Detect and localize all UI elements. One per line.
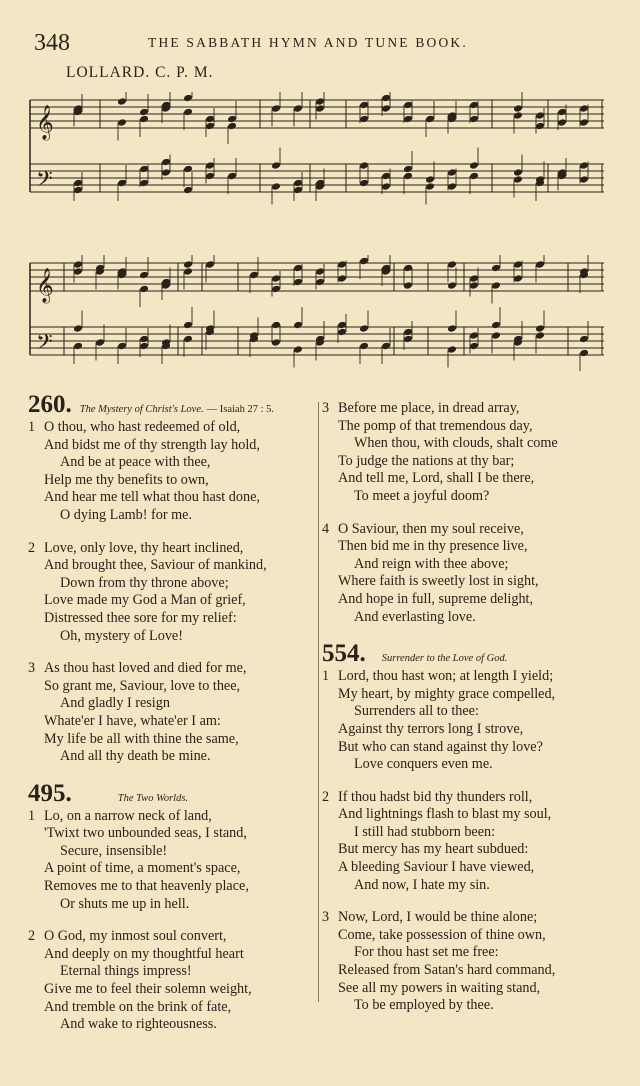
verse-number: 4 xyxy=(322,520,330,537)
verse-line xyxy=(28,808,318,826)
note-head xyxy=(469,161,479,170)
clef-icon: 𝄞 xyxy=(36,268,54,303)
note-head xyxy=(271,104,281,113)
note-head xyxy=(205,115,215,124)
hymn-number: 495. xyxy=(28,779,72,807)
clef-icon: 𝄢 xyxy=(36,330,53,360)
note-head xyxy=(139,165,149,174)
note-head xyxy=(271,285,281,294)
note-head xyxy=(161,158,171,167)
tune-name: LOLLARD. xyxy=(66,64,151,81)
note-head xyxy=(271,182,281,191)
note-head xyxy=(139,115,149,124)
hymn-number: 554. xyxy=(322,640,366,668)
note-head xyxy=(381,342,391,351)
verse-line xyxy=(28,660,318,678)
verse-line xyxy=(322,418,622,436)
verse-line xyxy=(28,713,318,731)
note-head xyxy=(337,260,347,269)
verse-line xyxy=(28,963,318,981)
note-head xyxy=(579,349,589,358)
note-head xyxy=(293,321,303,330)
verse-text: O dying Lamb! for me. xyxy=(60,506,192,523)
note-head xyxy=(183,186,193,195)
verse-text: Released from Satan's hard command, xyxy=(338,962,556,979)
note-head xyxy=(183,108,193,117)
verse-line xyxy=(28,731,318,749)
verse-text: Now, Lord, I would be thine alone; xyxy=(338,909,538,926)
music-system-2 xyxy=(28,255,608,373)
verse-text: So grant me, Saviour, love to thee, xyxy=(44,677,241,694)
note-head xyxy=(403,172,413,181)
verse-text: Help me thy benefits to own, xyxy=(44,471,209,488)
verse-text: To meet a joyful doom? xyxy=(354,487,490,504)
verse-text: When thou, with clouds, shalt come xyxy=(354,435,558,452)
note-head xyxy=(425,182,435,191)
verse-line xyxy=(322,980,622,998)
note-head xyxy=(579,175,589,184)
verse-text: Eternal things impress! xyxy=(60,963,192,980)
note-head xyxy=(359,179,369,188)
note-head xyxy=(513,260,523,269)
verse-number: 2 xyxy=(28,928,36,945)
note-head xyxy=(139,285,149,294)
note-head xyxy=(469,101,479,110)
verse-line xyxy=(322,944,622,962)
note-head xyxy=(359,342,369,351)
note-head xyxy=(205,172,215,181)
verse-line xyxy=(322,756,622,774)
note-head xyxy=(227,115,237,124)
verse-text: And deeply on my thoughtful heart xyxy=(44,945,244,962)
hymn-title: The Mystery of Christ's Love. xyxy=(79,404,204,415)
verse-line xyxy=(322,470,622,488)
note-head xyxy=(579,335,589,344)
verse xyxy=(28,660,318,766)
note-head xyxy=(183,267,193,276)
note-head xyxy=(183,94,193,103)
verse-line xyxy=(322,703,622,721)
verse-line xyxy=(28,610,318,628)
verse-line xyxy=(28,695,318,713)
note-head xyxy=(469,331,479,340)
note-head xyxy=(469,115,479,124)
note-head xyxy=(469,281,479,290)
verse-line xyxy=(28,946,318,964)
note-head xyxy=(359,101,369,110)
note-head xyxy=(359,115,369,124)
verse xyxy=(28,808,318,914)
hymn-260 xyxy=(28,392,318,766)
verse-text: And gladly I resign xyxy=(60,695,170,712)
note-head xyxy=(381,104,391,113)
clef-icon: 𝄞 xyxy=(36,105,54,140)
note-head xyxy=(73,260,83,269)
note-head xyxy=(447,281,457,290)
note-head xyxy=(293,278,303,287)
note-head xyxy=(403,335,413,344)
verse-line xyxy=(28,575,318,593)
note-head xyxy=(491,331,501,340)
tune-heading xyxy=(66,64,213,82)
verse-text: And wake to righteousness. xyxy=(60,1016,217,1033)
note-head xyxy=(491,281,501,290)
verse-line xyxy=(28,860,318,878)
verse-line xyxy=(28,748,318,766)
verse-text: Surrenders all to thee: xyxy=(354,703,479,720)
verse-line xyxy=(322,909,622,927)
note-head xyxy=(513,175,523,184)
verse-line xyxy=(322,859,622,877)
verse xyxy=(322,909,622,1015)
verse-text: Lo, on a narrow neck of land, xyxy=(44,807,212,824)
verse-line xyxy=(322,739,622,757)
note-head xyxy=(139,108,149,117)
running-head: THE SABBATH HYMN AND TUNE BOOK. xyxy=(148,35,468,50)
note-head xyxy=(271,161,281,170)
verse-number: 1 xyxy=(28,807,36,824)
verse-text: And everlasting love. xyxy=(354,608,476,625)
note-head xyxy=(227,122,237,131)
verse-text: Or shuts me up in hell. xyxy=(60,895,190,912)
note-head xyxy=(271,338,281,347)
verse xyxy=(28,419,318,525)
note-head xyxy=(315,97,325,106)
verse-text: For thou hast set me free: xyxy=(354,944,499,961)
note-head xyxy=(579,104,589,113)
verse-text: Distressed thee sore for my relief: xyxy=(44,609,237,626)
note-head xyxy=(271,274,281,283)
verse-text: If thou hadst bid thy thunders roll, xyxy=(338,788,533,805)
note-head xyxy=(535,324,545,333)
verse-number: 2 xyxy=(322,788,330,805)
note-head xyxy=(139,342,149,351)
note-head xyxy=(139,179,149,188)
note-head xyxy=(205,260,215,269)
verse-line xyxy=(322,453,622,471)
verse-text: Oh, mystery of Love! xyxy=(60,627,183,644)
verse-line xyxy=(322,668,622,686)
note-head xyxy=(359,161,369,170)
note-head xyxy=(293,264,303,273)
clef-icon: 𝄢 xyxy=(36,167,53,197)
verse-line xyxy=(322,538,622,556)
note-head xyxy=(293,179,303,188)
note-head xyxy=(337,328,347,337)
verse-text: Secure, insensible! xyxy=(60,842,168,859)
note-head xyxy=(139,335,149,344)
verse xyxy=(322,521,622,627)
verse-line xyxy=(322,841,622,859)
music-system-1 xyxy=(28,92,608,210)
note-head xyxy=(425,175,435,184)
verse-text: And now, I hate my sin. xyxy=(354,876,490,893)
note-head xyxy=(293,186,303,195)
right-column xyxy=(322,392,622,1030)
scripture-reference: — Isaiah 27 : 5. xyxy=(206,404,274,415)
music-staff xyxy=(28,92,608,210)
verse-text: And tremble on the brink of fate, xyxy=(44,998,232,1015)
verse-text: My life be all with thine the same, xyxy=(44,730,239,747)
note-head xyxy=(403,101,413,110)
verse-line xyxy=(28,981,318,999)
verse-line xyxy=(322,609,622,627)
verse-text: Removes me to that heavenly place, xyxy=(44,878,249,895)
note-head xyxy=(513,104,523,113)
note-head xyxy=(513,274,523,283)
verse-line xyxy=(28,472,318,490)
note-head xyxy=(535,331,545,340)
verse-text: To be employed by thee. xyxy=(354,997,494,1014)
note-head xyxy=(381,94,391,103)
note-head xyxy=(73,267,83,276)
note-head xyxy=(73,342,83,351)
note-head xyxy=(403,165,413,174)
verse-text: And hear me tell what thou hast done, xyxy=(44,489,260,506)
note-head xyxy=(469,274,479,283)
note-head xyxy=(491,321,501,330)
note-head xyxy=(73,186,83,195)
note-head xyxy=(579,118,589,127)
note-head xyxy=(469,342,479,351)
verse-line xyxy=(28,999,318,1017)
tune-meter: C. P. M. xyxy=(155,64,214,81)
note-head xyxy=(359,324,369,333)
verse-text: And hope in full, supreme delight, xyxy=(338,590,534,607)
note-head xyxy=(359,257,369,266)
note-head xyxy=(469,172,479,181)
note-head xyxy=(117,97,127,106)
verse xyxy=(28,540,318,646)
note-head xyxy=(117,118,127,127)
verse-number: 2 xyxy=(28,539,36,556)
left-column xyxy=(28,392,318,1049)
verse-line xyxy=(28,592,318,610)
note-head xyxy=(161,168,171,177)
verse-text: But who can stand against thy love? xyxy=(338,738,543,755)
verse-line xyxy=(28,825,318,843)
verse-text: Where faith is sweetly lost in sight, xyxy=(338,573,539,590)
hymn-title: Surrender to the Love of God. xyxy=(381,653,508,665)
verse-line xyxy=(28,489,318,507)
verse-text: Give me to feel their solemn weight, xyxy=(44,981,252,998)
note-head xyxy=(315,104,325,113)
note-head xyxy=(337,321,347,330)
verse-line xyxy=(28,437,318,455)
verse-line xyxy=(322,521,622,539)
verse-text: I still had stubborn been: xyxy=(354,823,496,840)
note-head xyxy=(293,345,303,354)
note-head xyxy=(381,182,391,191)
note-head xyxy=(183,260,193,269)
verse-text: And reign with thee above; xyxy=(354,555,509,572)
note-head xyxy=(117,179,127,188)
hymn-title: The Two Worlds. xyxy=(117,792,189,804)
verse xyxy=(322,789,622,895)
note-head xyxy=(293,104,303,113)
verse-line xyxy=(28,540,318,558)
verse-text: O Saviour, then my soul receive, xyxy=(338,520,524,537)
verse-text: 'Twixt two unbounded seas, I stand, xyxy=(44,825,247,842)
hymn-554 xyxy=(322,641,622,1015)
verse-text: And tell me, Lord, shall I be there, xyxy=(338,470,535,487)
note-head xyxy=(73,179,83,188)
note-head xyxy=(513,168,523,177)
verse-line xyxy=(322,573,622,591)
verse-text: And bidst me of thy strength lay hold, xyxy=(44,436,260,453)
verse-number: 3 xyxy=(28,660,36,677)
verse-text: A point of time, a moment's space, xyxy=(44,860,241,877)
note-head xyxy=(73,324,83,333)
verse xyxy=(322,400,622,506)
verse-text: Then bid me in thy presence live, xyxy=(338,538,528,555)
note-head xyxy=(315,267,325,276)
verse-text: And brought thee, Saviour of mankind, xyxy=(44,557,267,574)
note-head xyxy=(447,182,457,191)
verse-line xyxy=(322,824,622,842)
verse-line xyxy=(322,556,622,574)
note-head xyxy=(249,271,259,280)
note-head xyxy=(447,168,457,177)
note-head xyxy=(139,271,149,280)
verse xyxy=(322,668,622,774)
verse-line xyxy=(28,454,318,472)
verse-text: Love conquers even me. xyxy=(354,756,493,773)
note-head xyxy=(535,260,545,269)
note-head xyxy=(337,274,347,283)
note-head xyxy=(447,324,457,333)
note-head xyxy=(403,115,413,124)
verse-text: Love, only love, thy heart inclined, xyxy=(44,539,244,556)
verse-line xyxy=(322,721,622,739)
verse-line xyxy=(28,928,318,946)
verse-line xyxy=(28,843,318,861)
verse-number: 1 xyxy=(28,419,36,435)
note-head xyxy=(513,111,523,120)
verse-text: The pomp of that tremendous day, xyxy=(338,417,533,434)
verse-line xyxy=(322,686,622,704)
verse-number: 3 xyxy=(322,909,330,926)
note-head xyxy=(183,321,193,330)
verse-number: 3 xyxy=(322,400,330,416)
verse-line xyxy=(322,877,622,895)
note-head xyxy=(535,122,545,131)
verse-line xyxy=(28,878,318,896)
verse-text: Before me place, in dread array, xyxy=(338,400,520,416)
verse-line xyxy=(322,997,622,1015)
verse-text: Against thy terrors long I strove, xyxy=(338,720,524,737)
note-head xyxy=(403,328,413,337)
verse-line xyxy=(322,962,622,980)
verse-line xyxy=(28,1016,318,1034)
note-head xyxy=(95,338,105,347)
note-head xyxy=(183,335,193,344)
verse-text: My heart, by mighty grace compelled, xyxy=(338,685,556,702)
verse-text: And lightnings flash to blast my soul, xyxy=(338,806,552,823)
music-staff xyxy=(28,255,608,373)
verse-text: See all my powers in waiting stand, xyxy=(338,979,541,996)
note-head xyxy=(205,122,215,131)
verse-text: Whate'er I have, whate'er I am: xyxy=(44,712,221,729)
hymn-260-continued xyxy=(322,392,622,626)
note-head xyxy=(425,115,435,124)
note-head xyxy=(117,342,127,351)
note-head xyxy=(183,165,193,174)
verse-text: Love made my God a Man of grief, xyxy=(44,592,246,609)
note-head xyxy=(381,172,391,181)
verse-line xyxy=(28,557,318,575)
note-head xyxy=(579,161,589,170)
note-head xyxy=(315,278,325,287)
verse-line xyxy=(322,488,622,506)
note-head xyxy=(403,264,413,273)
verse-text: A bleeding Saviour I have viewed, xyxy=(338,859,535,876)
verse-line xyxy=(322,400,622,418)
note-head xyxy=(557,118,567,127)
verse-line xyxy=(28,419,318,437)
note-head xyxy=(447,260,457,269)
note-head xyxy=(491,264,501,273)
verse-text: As thou hast loved and died for me, xyxy=(44,660,247,677)
note-head xyxy=(535,111,545,120)
column-divider xyxy=(318,402,319,1002)
verse-text: Lord, thou hast won; at length I yield; xyxy=(338,668,554,685)
verse-line xyxy=(28,896,318,914)
verse-text: And be at peace with thee, xyxy=(60,454,211,471)
verse-line xyxy=(322,789,622,807)
verse-number: 1 xyxy=(322,668,330,685)
verse-text: Down from thy throne above; xyxy=(60,574,229,591)
verse-line xyxy=(322,435,622,453)
verse-line xyxy=(28,628,318,646)
verse-text: And all thy death be mine. xyxy=(60,748,211,765)
note-head xyxy=(447,345,457,354)
verse-text: But mercy has my heart subdued: xyxy=(338,841,529,858)
verse-text: O God, my inmost soul convert, xyxy=(44,928,227,945)
verse-line xyxy=(322,806,622,824)
verse-line xyxy=(28,507,318,525)
note-head xyxy=(271,321,281,330)
verse-text: Come, take possession of thine own, xyxy=(338,926,546,943)
verse-line xyxy=(28,678,318,696)
hymn-495 xyxy=(28,781,318,1034)
note-head xyxy=(205,161,215,170)
note-head xyxy=(227,172,237,181)
verse-line xyxy=(322,591,622,609)
hymn-number: 260. xyxy=(28,391,72,418)
verse xyxy=(28,928,318,1034)
note-head xyxy=(403,281,413,290)
note-head xyxy=(557,108,567,117)
page-number: 348 xyxy=(34,30,70,56)
verse-text: To judge the nations at thy bar; xyxy=(338,452,515,469)
verse-line xyxy=(322,927,622,945)
verse-text: O thou, who hast redeemed of old, xyxy=(44,419,241,435)
